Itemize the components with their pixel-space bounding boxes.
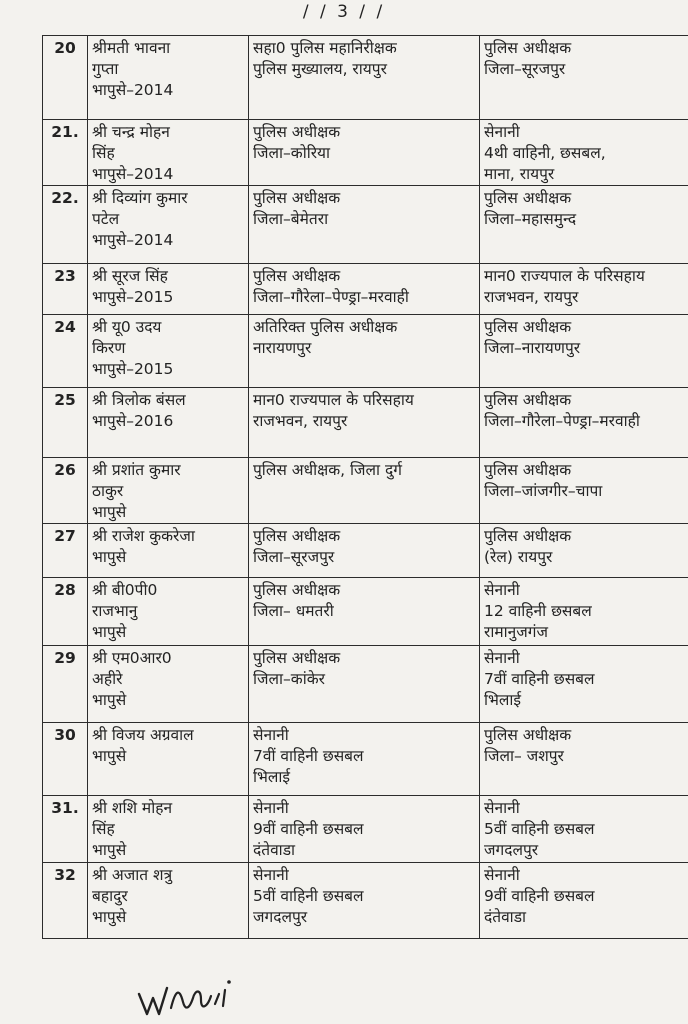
to-line: 12 वाहिनी छसबल: [484, 602, 592, 620]
name-line: भापुसे–2014: [92, 81, 174, 99]
from-line: सहा0 पुलिस महानिरीक्षक: [253, 39, 397, 57]
officer-name-cell: [88, 524, 249, 578]
to-line: सेनानी: [484, 866, 520, 884]
serial-number: 26: [43, 458, 88, 524]
to-line: पुलिस अधीक्षक: [484, 318, 572, 336]
table-row: [43, 863, 688, 939]
new-posting-cell: [480, 36, 688, 120]
name-line: श्री सूरज सिंह: [92, 267, 168, 285]
to-line: (रेल) रायपुर: [484, 548, 553, 566]
current-posting-cell: [249, 388, 480, 458]
name-line: सिंह: [92, 144, 115, 162]
name-line: श्री दिव्यांग कुमार: [92, 189, 188, 207]
serial-number: 22.: [43, 186, 88, 264]
name-line: भापुसे: [92, 841, 127, 859]
name-line: ठाकुर: [92, 482, 124, 500]
officer-name-cell: [88, 863, 249, 939]
from-line: 9वीं वाहिनी छसबल: [253, 820, 364, 838]
serial-number: 32: [43, 863, 88, 939]
to-line: जिला–जांजगीर–चापा: [484, 482, 603, 500]
name-line: श्री विजय अग्रवाल: [92, 726, 194, 744]
name-line: भापुसे: [92, 691, 127, 709]
serial-number: 25: [43, 388, 88, 458]
officer-name-cell: [88, 388, 249, 458]
table-row: [43, 646, 688, 723]
serial-number: 31.: [43, 796, 88, 863]
new-posting-cell: [480, 186, 688, 264]
name-line: श्री बी0पी0: [92, 581, 158, 599]
to-line: सेनानी: [484, 123, 520, 141]
to-line: पुलिस अधीक्षक: [484, 461, 572, 479]
serial-number: 20: [43, 36, 88, 120]
new-posting-cell: [480, 524, 688, 578]
name-line: श्री यू0 उदय: [92, 318, 162, 336]
current-posting-cell: [249, 863, 480, 939]
name-line: भापुसे–2016: [92, 412, 174, 430]
to-line: सेनानी: [484, 649, 520, 667]
current-posting-cell: [249, 723, 480, 796]
table-row: [43, 186, 688, 264]
officer-name-cell: [88, 723, 249, 796]
officer-name-cell: [88, 796, 249, 863]
name-line: अहीरे: [92, 670, 123, 688]
page-number: / / 3 / /: [302, 2, 386, 22]
name-line: श्रीमती भावना: [92, 39, 171, 57]
to-line: 4थी वाहिनी, छसबल,: [484, 144, 606, 162]
to-line: जिला– जशपुर: [484, 747, 564, 765]
from-line: पुलिस अधीक्षक: [253, 649, 341, 667]
to-line: जिला–सूरजपुर: [484, 60, 566, 78]
to-line: सेनानी: [484, 799, 520, 817]
officer-name-cell: [88, 578, 249, 646]
to-line: पुलिस अधीक्षक: [484, 391, 572, 409]
serial-number: 23: [43, 264, 88, 315]
name-line: भापुसे–2015: [92, 288, 174, 306]
name-line: भापुसे: [92, 503, 127, 521]
from-line: सेनानी: [253, 726, 289, 744]
current-posting-cell: [249, 120, 480, 186]
name-line: पटेल: [92, 210, 120, 228]
signature-image: [135, 974, 245, 1019]
new-posting-cell: [480, 796, 688, 863]
to-line: 7वीं वाहिनी छसबल: [484, 670, 595, 688]
officer-name-cell: [88, 315, 249, 388]
name-line: भापुसे–2014: [92, 165, 174, 183]
from-line: 7वीं वाहिनी छसबल: [253, 747, 364, 765]
name-line: श्री शशि मोहन: [92, 799, 173, 817]
table-row: [43, 524, 688, 578]
from-line: मान0 राज्यपाल के परिसहाय: [253, 391, 414, 409]
current-posting-cell: [249, 796, 480, 863]
table-row: [43, 723, 688, 796]
from-line: जिला– धमतरी: [253, 602, 334, 620]
from-line: नारायणपुर: [253, 339, 312, 357]
to-line: दंतेवाडा: [484, 908, 527, 926]
name-line: गुप्ता: [92, 60, 119, 78]
from-line: पुलिस अधीक्षक: [253, 527, 341, 545]
to-line: जिला–नारायणपुर: [484, 339, 581, 357]
name-line: श्री राजेश कुकरेजा: [92, 527, 195, 545]
current-posting-cell: [249, 186, 480, 264]
name-line: श्री चन्द्र मोहन: [92, 123, 170, 141]
from-line: दंतेवाडा: [253, 841, 296, 859]
name-line: सिंह: [92, 820, 115, 838]
name-line: भापुसे: [92, 623, 127, 641]
to-line: जगदलपुर: [484, 841, 539, 859]
name-line: भापुसे–2015: [92, 360, 174, 378]
to-line: पुलिस अधीक्षक: [484, 39, 572, 57]
from-line: पुलिस अधीक्षक: [253, 189, 341, 207]
officer-name-cell: [88, 120, 249, 186]
name-line: श्री प्रशांत कुमार: [92, 461, 181, 479]
current-posting-cell: [249, 458, 480, 524]
to-line: 5वीं वाहिनी छसबल: [484, 820, 595, 838]
table-row: [43, 315, 688, 388]
table-row: [43, 264, 688, 315]
from-line: पुलिस अधीक्षक, जिला दुर्ग: [253, 461, 402, 479]
serial-number: 27: [43, 524, 88, 578]
new-posting-cell: [480, 264, 688, 315]
name-line: भापुसे: [92, 908, 127, 926]
officer-name-cell: [88, 458, 249, 524]
new-posting-cell: [480, 388, 688, 458]
table-row: [43, 578, 688, 646]
name-line: श्री अजात शत्रु: [92, 866, 173, 884]
serial-number: 21.: [43, 120, 88, 186]
table-row: [43, 458, 688, 524]
current-posting-cell: [249, 36, 480, 120]
from-line: जिला–कोरिया: [253, 144, 331, 162]
new-posting-cell: [480, 723, 688, 796]
officer-name-cell: [88, 36, 249, 120]
to-line: 9वीं वाहिनी छसबल: [484, 887, 595, 905]
name-line: भापुसे–2014: [92, 231, 174, 249]
current-posting-cell: [249, 264, 480, 315]
name-line: श्री त्रिलोक बंसल: [92, 391, 186, 409]
officer-name-cell: [88, 186, 249, 264]
from-line: जगदलपुर: [253, 908, 308, 926]
from-line: भिलाई: [253, 768, 291, 786]
to-line: जिला–गौरेला–पेण्ड्रा–मरवाही: [484, 412, 640, 430]
name-line: बहादुर: [92, 887, 128, 905]
from-line: जिला–सूरजपुर: [253, 548, 335, 566]
table-row: [43, 796, 688, 863]
serial-number: 29: [43, 646, 88, 723]
from-line: पुलिस मुख्यालय, रायपुर: [253, 60, 387, 78]
from-line: जिला–बेमेतरा: [253, 210, 329, 228]
from-line: सेनानी: [253, 866, 289, 884]
to-line: पुलिस अधीक्षक: [484, 726, 572, 744]
transfer-table: [42, 35, 688, 939]
to-line: पुलिस अधीक्षक: [484, 527, 572, 545]
officer-name-cell: [88, 646, 249, 723]
from-line: जिला–कांकेर: [253, 670, 325, 688]
table-row: [43, 120, 688, 186]
from-line: जिला–गौरेला–पेण्ड्रा–मरवाही: [253, 288, 409, 306]
from-line: 5वीं वाहिनी छसबल: [253, 887, 364, 905]
new-posting-cell: [480, 315, 688, 388]
current-posting-cell: [249, 315, 480, 388]
current-posting-cell: [249, 646, 480, 723]
name-line: श्री एम0आर0: [92, 649, 172, 667]
table-row: [43, 388, 688, 458]
serial-number: 30: [43, 723, 88, 796]
to-line: सेनानी: [484, 581, 520, 599]
to-line: जिला–महासमुन्द: [484, 210, 577, 228]
to-line: पुलिस अधीक्षक: [484, 189, 572, 207]
new-posting-cell: [480, 458, 688, 524]
current-posting-cell: [249, 578, 480, 646]
serial-number: 24: [43, 315, 88, 388]
from-line: अतिरिक्त पुलिस अधीक्षक: [253, 318, 398, 336]
from-line: राजभवन, रायपुर: [253, 412, 348, 430]
from-line: पुलिस अधीक्षक: [253, 123, 341, 141]
current-posting-cell: [249, 524, 480, 578]
from-line: पुलिस अधीक्षक: [253, 581, 341, 599]
new-posting-cell: [480, 646, 688, 723]
to-line: रामानुजगंज: [484, 623, 548, 641]
to-line: माना, रायपुर: [484, 165, 555, 183]
to-line: भिलाई: [484, 691, 522, 709]
from-line: पुलिस अधीक्षक: [253, 267, 341, 285]
name-line: किरण: [92, 339, 126, 357]
serial-number: 28: [43, 578, 88, 646]
table-row: [43, 36, 688, 120]
new-posting-cell: [480, 578, 688, 646]
transfer-table-body: [43, 36, 688, 939]
from-line: सेनानी: [253, 799, 289, 817]
name-line: भापुसे: [92, 548, 127, 566]
officer-name-cell: [88, 264, 249, 315]
to-line: राजभवन, रायपुर: [484, 288, 579, 306]
name-line: राजभानु: [92, 602, 138, 620]
new-posting-cell: [480, 863, 688, 939]
name-line: भापुसे: [92, 747, 127, 765]
to-line: मान0 राज्यपाल के परिसहाय: [484, 267, 645, 285]
new-posting-cell: [480, 120, 688, 186]
